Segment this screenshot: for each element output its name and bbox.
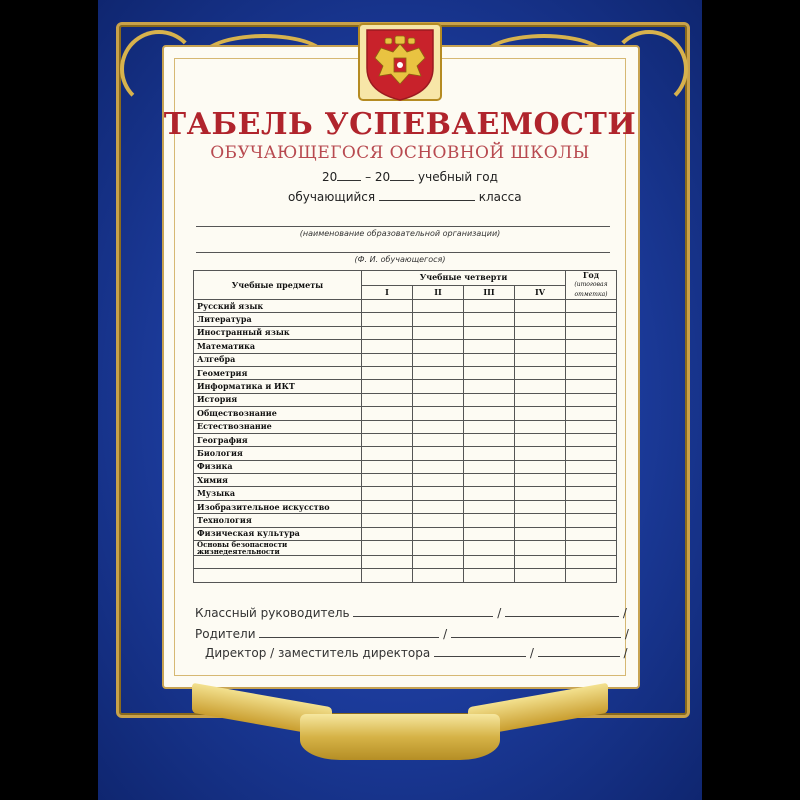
quarter-grade-cell[interactable] (413, 527, 464, 540)
year-grade-cell[interactable] (566, 393, 617, 406)
director-label: Директор / заместитель директора (205, 646, 431, 660)
page-title: ТАБЕЛЬ УСПЕВАЕМОСТИ (163, 107, 637, 142)
quarter-grade-cell[interactable] (515, 326, 566, 339)
table-row (194, 340, 617, 353)
subject-cell: Иностранный язык (194, 326, 362, 339)
quarter-grade-cell[interactable] (413, 500, 464, 513)
quarter-grade-cell[interactable] (413, 474, 464, 487)
year-suffix: учебный год (418, 170, 498, 184)
quarter-grade-cell[interactable] (515, 433, 566, 446)
quarter-grade-cell[interactable] (515, 541, 566, 556)
year-grade-cell[interactable] (566, 487, 617, 500)
student-caption: (Ф. И. обучающегося) (354, 255, 446, 264)
quarter-grade-cell[interactable] (515, 527, 566, 540)
quarter-grade-cell[interactable] (515, 514, 566, 527)
quarter-grade-cell[interactable] (515, 340, 566, 353)
subject-cell: Химия (194, 474, 362, 487)
quarter-grade-cell[interactable] (362, 474, 413, 487)
year-grade-cell[interactable] (566, 420, 617, 433)
quarter-grade-cell[interactable] (515, 393, 566, 406)
quarter-grade-cell[interactable] (413, 407, 464, 420)
year-grade-cell[interactable] (566, 313, 617, 326)
quarter-grade-cell[interactable] (515, 447, 566, 460)
quarter-grade-cell[interactable] (515, 420, 566, 433)
year-grade-cell[interactable] (566, 527, 617, 540)
quarter-grade-cell[interactable] (515, 556, 566, 569)
year-grade-cell[interactable] (566, 340, 617, 353)
year-grade-cell[interactable] (566, 300, 617, 313)
subject-cell: Обществознание (194, 407, 362, 420)
year-grade-cell[interactable] (566, 380, 617, 393)
quarter-grade-cell[interactable] (464, 326, 515, 339)
grades-table (193, 270, 617, 583)
subject-cell: Естествознание (194, 420, 362, 433)
subject-cell: Основы безопасности жизнедеятельности (194, 541, 362, 556)
quarter-grade-cell[interactable] (515, 366, 566, 379)
quarter-grade-cell[interactable] (362, 500, 413, 513)
quarter-grade-cell[interactable] (413, 340, 464, 353)
quarter-grade-cell[interactable] (464, 447, 515, 460)
quarter-grade-cell[interactable] (362, 433, 413, 446)
subject-cell: Физика (194, 460, 362, 473)
year-grade-cell[interactable] (566, 353, 617, 366)
quarter-grade-cell[interactable] (464, 433, 515, 446)
quarter-grade-cell[interactable] (464, 460, 515, 473)
table-row (194, 380, 617, 393)
quarter-grade-cell[interactable] (362, 407, 413, 420)
quarter-grade-cell[interactable] (362, 380, 413, 393)
page-subtitle: ОБУЧАЮЩЕГОСЯ ОСНОВНОЙ ШКОЛЫ (210, 143, 590, 163)
coat-of-arms-icon (357, 22, 443, 104)
quarter-grade-cell[interactable] (515, 407, 566, 420)
subject-cell: Биология (194, 447, 362, 460)
class-suffix: класса (478, 190, 522, 204)
parents-signature: Родители / / (195, 627, 629, 641)
table-row (194, 514, 617, 527)
class-teacher-signature-field[interactable] (353, 606, 493, 617)
quarter-grade-cell[interactable] (362, 569, 413, 582)
parents-name-field[interactable] (451, 627, 621, 638)
table-row (194, 300, 617, 313)
subject-cell: Изобразительное искусство (194, 500, 362, 513)
subject-cell: Алгебра (194, 353, 362, 366)
table-row (194, 433, 617, 446)
quarter-grade-cell[interactable] (413, 353, 464, 366)
table-row (194, 527, 617, 540)
parents-label: Родители (195, 627, 256, 641)
table-row (194, 420, 617, 433)
class-teacher-label: Классный руководитель (195, 606, 350, 620)
year-grade-cell[interactable] (566, 514, 617, 527)
quarter-grade-cell[interactable] (413, 300, 464, 313)
year-line (322, 170, 498, 184)
quarter-grade-cell[interactable] (413, 326, 464, 339)
quarter-grade-cell[interactable] (362, 313, 413, 326)
class-field[interactable] (379, 190, 475, 201)
quarter-grade-cell[interactable] (362, 556, 413, 569)
year-grade-cell[interactable] (566, 407, 617, 420)
quarter-grade-cell[interactable] (464, 541, 515, 556)
year-header-note: (итоговая отметка) (574, 281, 608, 298)
year-dash: – 20 (365, 170, 391, 184)
year-grade-cell[interactable] (566, 460, 617, 473)
quarters-header: Учебные четверти (362, 271, 566, 286)
quarter-grade-cell[interactable] (515, 313, 566, 326)
table-row (194, 313, 617, 326)
quarter-grade-cell[interactable] (413, 366, 464, 379)
year-grade-cell[interactable] (566, 433, 617, 446)
year-grade-cell[interactable] (566, 556, 617, 569)
quarter-grade-cell[interactable] (362, 300, 413, 313)
year-grade-cell[interactable] (566, 541, 617, 556)
subject-cell (194, 556, 362, 569)
year-grade-cell[interactable] (566, 474, 617, 487)
quarter-grade-cell[interactable] (413, 433, 464, 446)
quarter-grade-cell[interactable] (413, 460, 464, 473)
subject-cell: История (194, 393, 362, 406)
quarter-grade-cell[interactable] (413, 447, 464, 460)
quarter-grade-cell[interactable] (362, 460, 413, 473)
table-row (194, 541, 617, 556)
quarter-grade-cell[interactable] (413, 541, 464, 556)
quarter-grade-cell[interactable] (413, 393, 464, 406)
quarter-grade-cell[interactable] (464, 300, 515, 313)
year-header-label: Год (582, 270, 600, 280)
director-signature: Директор / заместитель директора / / (205, 646, 628, 660)
quarter-grade-cell[interactable] (362, 366, 413, 379)
subject-cell: Технология (194, 514, 362, 527)
year-grade-cell[interactable] (566, 500, 617, 513)
year-header (566, 271, 617, 300)
subject-cell (194, 569, 362, 582)
grades-body (194, 300, 617, 583)
quarter-grade-cell[interactable] (464, 474, 515, 487)
quarter-grade-cell[interactable] (362, 541, 413, 556)
subjects-header: Учебные предметы (194, 271, 362, 300)
year-prefix: 20 (322, 170, 338, 184)
subject-cell: Геометрия (194, 366, 362, 379)
quarter-grade-cell[interactable] (464, 353, 515, 366)
quarter-grade-cell[interactable] (464, 420, 515, 433)
quarter-grade-cell[interactable] (362, 393, 413, 406)
table-row (194, 326, 617, 339)
subject-cell: Физическая культура (194, 527, 362, 540)
quarter-grade-cell[interactable] (515, 353, 566, 366)
table-row (194, 569, 617, 582)
subject-cell: Музыка (194, 487, 362, 500)
quarter-grade-cell[interactable] (464, 393, 515, 406)
organization-line[interactable] (196, 226, 610, 227)
quarter-grade-cell[interactable] (362, 353, 413, 366)
parents-signature-field[interactable] (259, 627, 439, 638)
table-row (194, 474, 617, 487)
director-name-field[interactable] (538, 646, 620, 657)
quarter-grade-cell[interactable] (362, 514, 413, 527)
quarter-grade-cell[interactable] (362, 527, 413, 540)
table-row (194, 447, 617, 460)
quarter-grade-cell[interactable] (464, 487, 515, 500)
quarter-grade-cell[interactable] (515, 569, 566, 582)
quarter-grade-cell[interactable] (464, 313, 515, 326)
quarter-grade-cell[interactable] (362, 326, 413, 339)
class-teacher-signature: Классный руководитель / / (195, 606, 627, 620)
subject-cell: Математика (194, 340, 362, 353)
quarter-grade-cell[interactable] (464, 500, 515, 513)
quarter-header-4: IV (515, 285, 566, 300)
table-row (194, 487, 617, 500)
quarter-grade-cell[interactable] (362, 420, 413, 433)
quarter-grade-cell[interactable] (464, 407, 515, 420)
quarter-grade-cell[interactable] (515, 487, 566, 500)
quarter-grade-cell[interactable] (413, 556, 464, 569)
table-row (194, 556, 617, 569)
year-grade-cell[interactable] (566, 447, 617, 460)
quarter-grade-cell[interactable] (464, 366, 515, 379)
quarter-grade-cell[interactable] (413, 569, 464, 582)
table-row (194, 353, 617, 366)
subject-cell: Литература (194, 313, 362, 326)
class-teacher-name-field[interactable] (505, 606, 619, 617)
quarter-grade-cell[interactable] (464, 527, 515, 540)
quarter-header-2: II (413, 285, 464, 300)
student-name-line[interactable] (196, 252, 610, 253)
subject-cell: Русский язык (194, 300, 362, 313)
table-row (194, 407, 617, 420)
year-grade-cell[interactable] (566, 326, 617, 339)
quarter-header-3: III (464, 285, 515, 300)
organization-caption: (наименование образовательной организации) (299, 229, 501, 238)
table-row (194, 500, 617, 513)
quarter-grade-cell[interactable] (464, 514, 515, 527)
quarter-grade-cell[interactable] (362, 487, 413, 500)
class-prefix: обучающийся (288, 190, 376, 204)
quarter-grade-cell[interactable] (362, 340, 413, 353)
quarter-grade-cell[interactable] (362, 447, 413, 460)
quarter-grade-cell[interactable] (464, 556, 515, 569)
quarter-grade-cell[interactable] (464, 569, 515, 582)
quarter-grade-cell[interactable] (413, 420, 464, 433)
subject-cell: География (194, 433, 362, 446)
class-line (288, 190, 522, 204)
quarter-grade-cell[interactable] (413, 514, 464, 527)
quarter-header-1: I (362, 285, 413, 300)
quarter-grade-cell[interactable] (515, 380, 566, 393)
ribbon-banner (300, 714, 500, 760)
table-row (194, 460, 617, 473)
director-signature-field[interactable] (434, 646, 526, 657)
table-row (194, 366, 617, 379)
table-row (194, 393, 617, 406)
quarter-grade-cell[interactable] (413, 380, 464, 393)
subject-cell: Информатика и ИКТ (194, 380, 362, 393)
quarter-grade-cell[interactable] (515, 500, 566, 513)
quarter-grade-cell[interactable] (464, 380, 515, 393)
quarter-grade-cell[interactable] (515, 300, 566, 313)
quarter-grade-cell[interactable] (413, 487, 464, 500)
quarter-grade-cell[interactable] (515, 474, 566, 487)
quarter-grade-cell[interactable] (464, 340, 515, 353)
year-grade-cell[interactable] (566, 569, 617, 582)
quarter-grade-cell[interactable] (515, 460, 566, 473)
quarter-grade-cell[interactable] (413, 313, 464, 326)
year-grade-cell[interactable] (566, 366, 617, 379)
year-end-field[interactable] (390, 170, 414, 181)
year-start-field[interactable] (337, 170, 361, 181)
